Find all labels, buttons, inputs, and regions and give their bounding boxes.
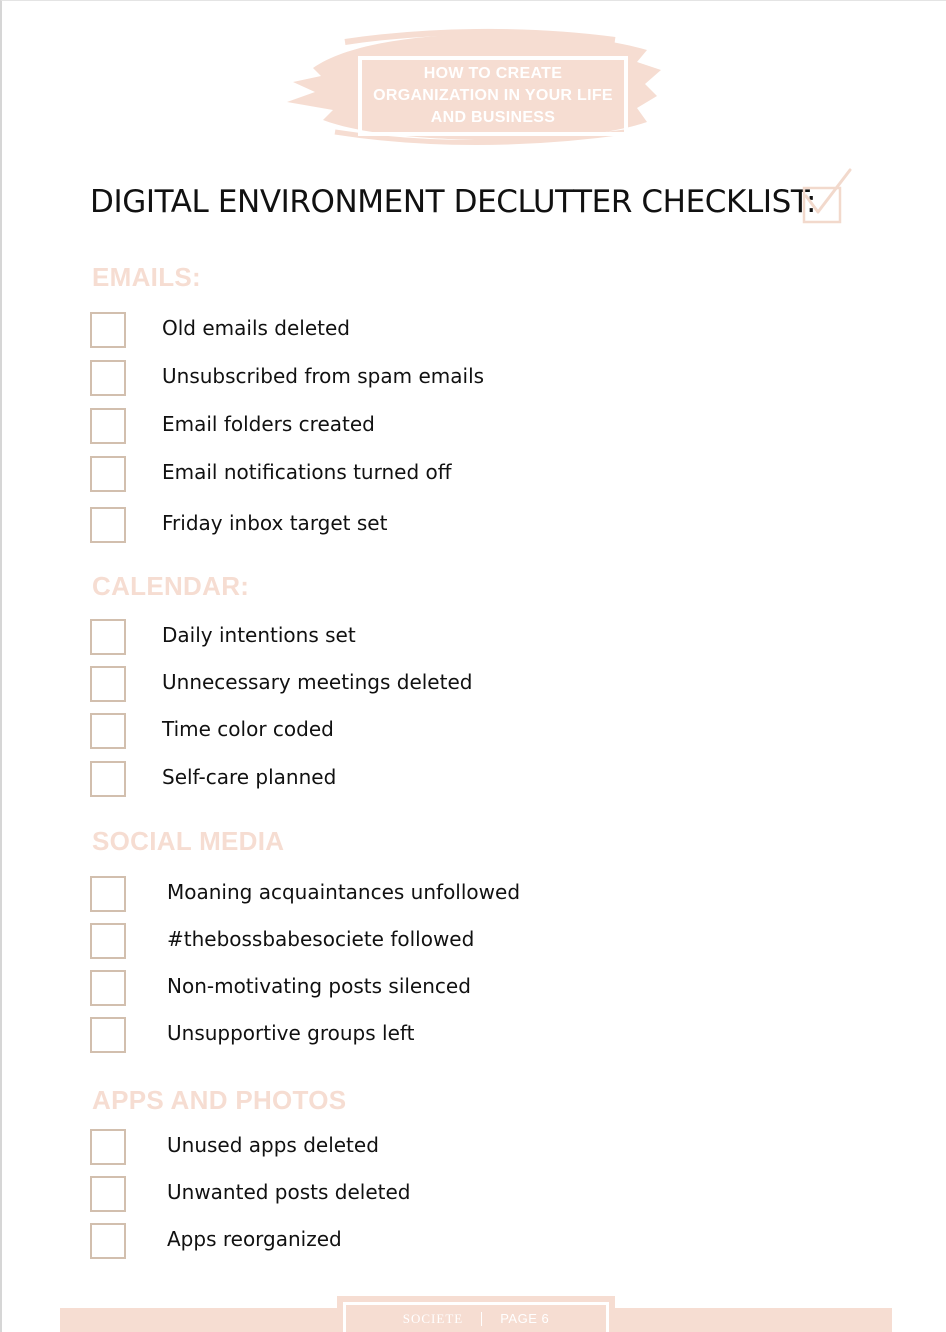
checkbox[interactable] <box>90 666 126 702</box>
header-box <box>358 56 628 136</box>
checklist-item <box>90 1017 790 1055</box>
checklist-item <box>90 761 790 799</box>
checklist-item <box>90 666 790 704</box>
checkbox[interactable] <box>90 713 126 749</box>
checklist-item-label: Email notifications turned off <box>162 460 452 484</box>
checklist-item-label: Moaning acquaintances unfollowed <box>167 880 521 904</box>
footer-tab-frame <box>343 1302 609 1332</box>
footer-brand: SOCIETE <box>402 1310 464 1326</box>
checklist-item-label: Unused apps deleted <box>167 1133 379 1157</box>
checkbox[interactable] <box>90 619 126 655</box>
checklist-item-label: Apps reorganized <box>167 1227 342 1251</box>
checklist-item-label: Self-care planned <box>162 765 337 789</box>
checklist-item-label: Unnecessary meetings deleted <box>162 670 473 694</box>
checkbox[interactable] <box>90 507 126 543</box>
checklist-item <box>90 1129 790 1167</box>
checklist-item <box>90 619 790 657</box>
checklist-item <box>90 713 790 751</box>
checklist-item <box>90 507 790 545</box>
checklist-item-label: Unwanted posts deleted <box>167 1180 411 1204</box>
checklist-item-label: Unsubscribed from spam emails <box>162 364 485 388</box>
header-badge <box>285 28 665 146</box>
checkbox[interactable] <box>90 876 126 912</box>
checkmark-box-icon <box>800 166 854 226</box>
checkbox[interactable] <box>90 312 126 348</box>
checklist-item-label: Old emails deleted <box>162 316 350 340</box>
checklist-item <box>90 923 790 961</box>
checkbox[interactable] <box>90 1017 126 1053</box>
checklist-item <box>90 360 790 398</box>
checkbox[interactable] <box>90 1129 126 1165</box>
checklist-item-label: Email folders created <box>162 412 375 436</box>
footer-divider <box>481 1312 482 1326</box>
page-title: DIGITAL ENVIRONMENT DECLUTTER CHECKLIST: <box>90 184 817 220</box>
page-number: PAGE 6 <box>500 1311 550 1326</box>
checklist-item-label: Friday inbox target set <box>162 511 388 535</box>
section-heading-emails: EMAILS: <box>92 262 201 292</box>
checklist-item <box>90 970 790 1008</box>
checkbox[interactable] <box>90 970 126 1006</box>
section-heading-calendar: CALENDAR: <box>92 571 250 601</box>
header-badge-text: HOW TO CREATE ORGANIZATION IN YOUR LIFE AND BUSINESS <box>373 65 613 126</box>
checkbox[interactable] <box>90 1223 126 1259</box>
section-heading-social-media: SOCIAL MEDIA <box>92 826 285 856</box>
checklist-item-label: Time color coded <box>162 717 334 741</box>
checklist-item <box>90 456 790 494</box>
checkbox[interactable] <box>90 923 126 959</box>
checklist-item <box>90 1176 790 1214</box>
checklist-item-label: #thebossbabesociete followed <box>167 927 475 951</box>
checklist-item <box>90 312 790 350</box>
checkbox[interactable] <box>90 1176 126 1212</box>
checklist-item-label: Unsupportive groups left <box>167 1021 415 1045</box>
checklist-item <box>90 408 790 446</box>
checklist-item-label: Daily intentions set <box>162 623 356 647</box>
checklist-item-label: Non-motivating posts silenced <box>167 974 471 998</box>
checkbox[interactable] <box>90 456 126 492</box>
checkbox[interactable] <box>90 408 126 444</box>
footer-tab <box>337 1296 615 1332</box>
section-heading-apps-and-photos: APPS AND PHOTOS <box>92 1085 347 1115</box>
checklist-item <box>90 1223 790 1261</box>
checklist-item <box>90 876 790 914</box>
checkbox[interactable] <box>90 360 126 396</box>
checkbox[interactable] <box>90 761 126 797</box>
